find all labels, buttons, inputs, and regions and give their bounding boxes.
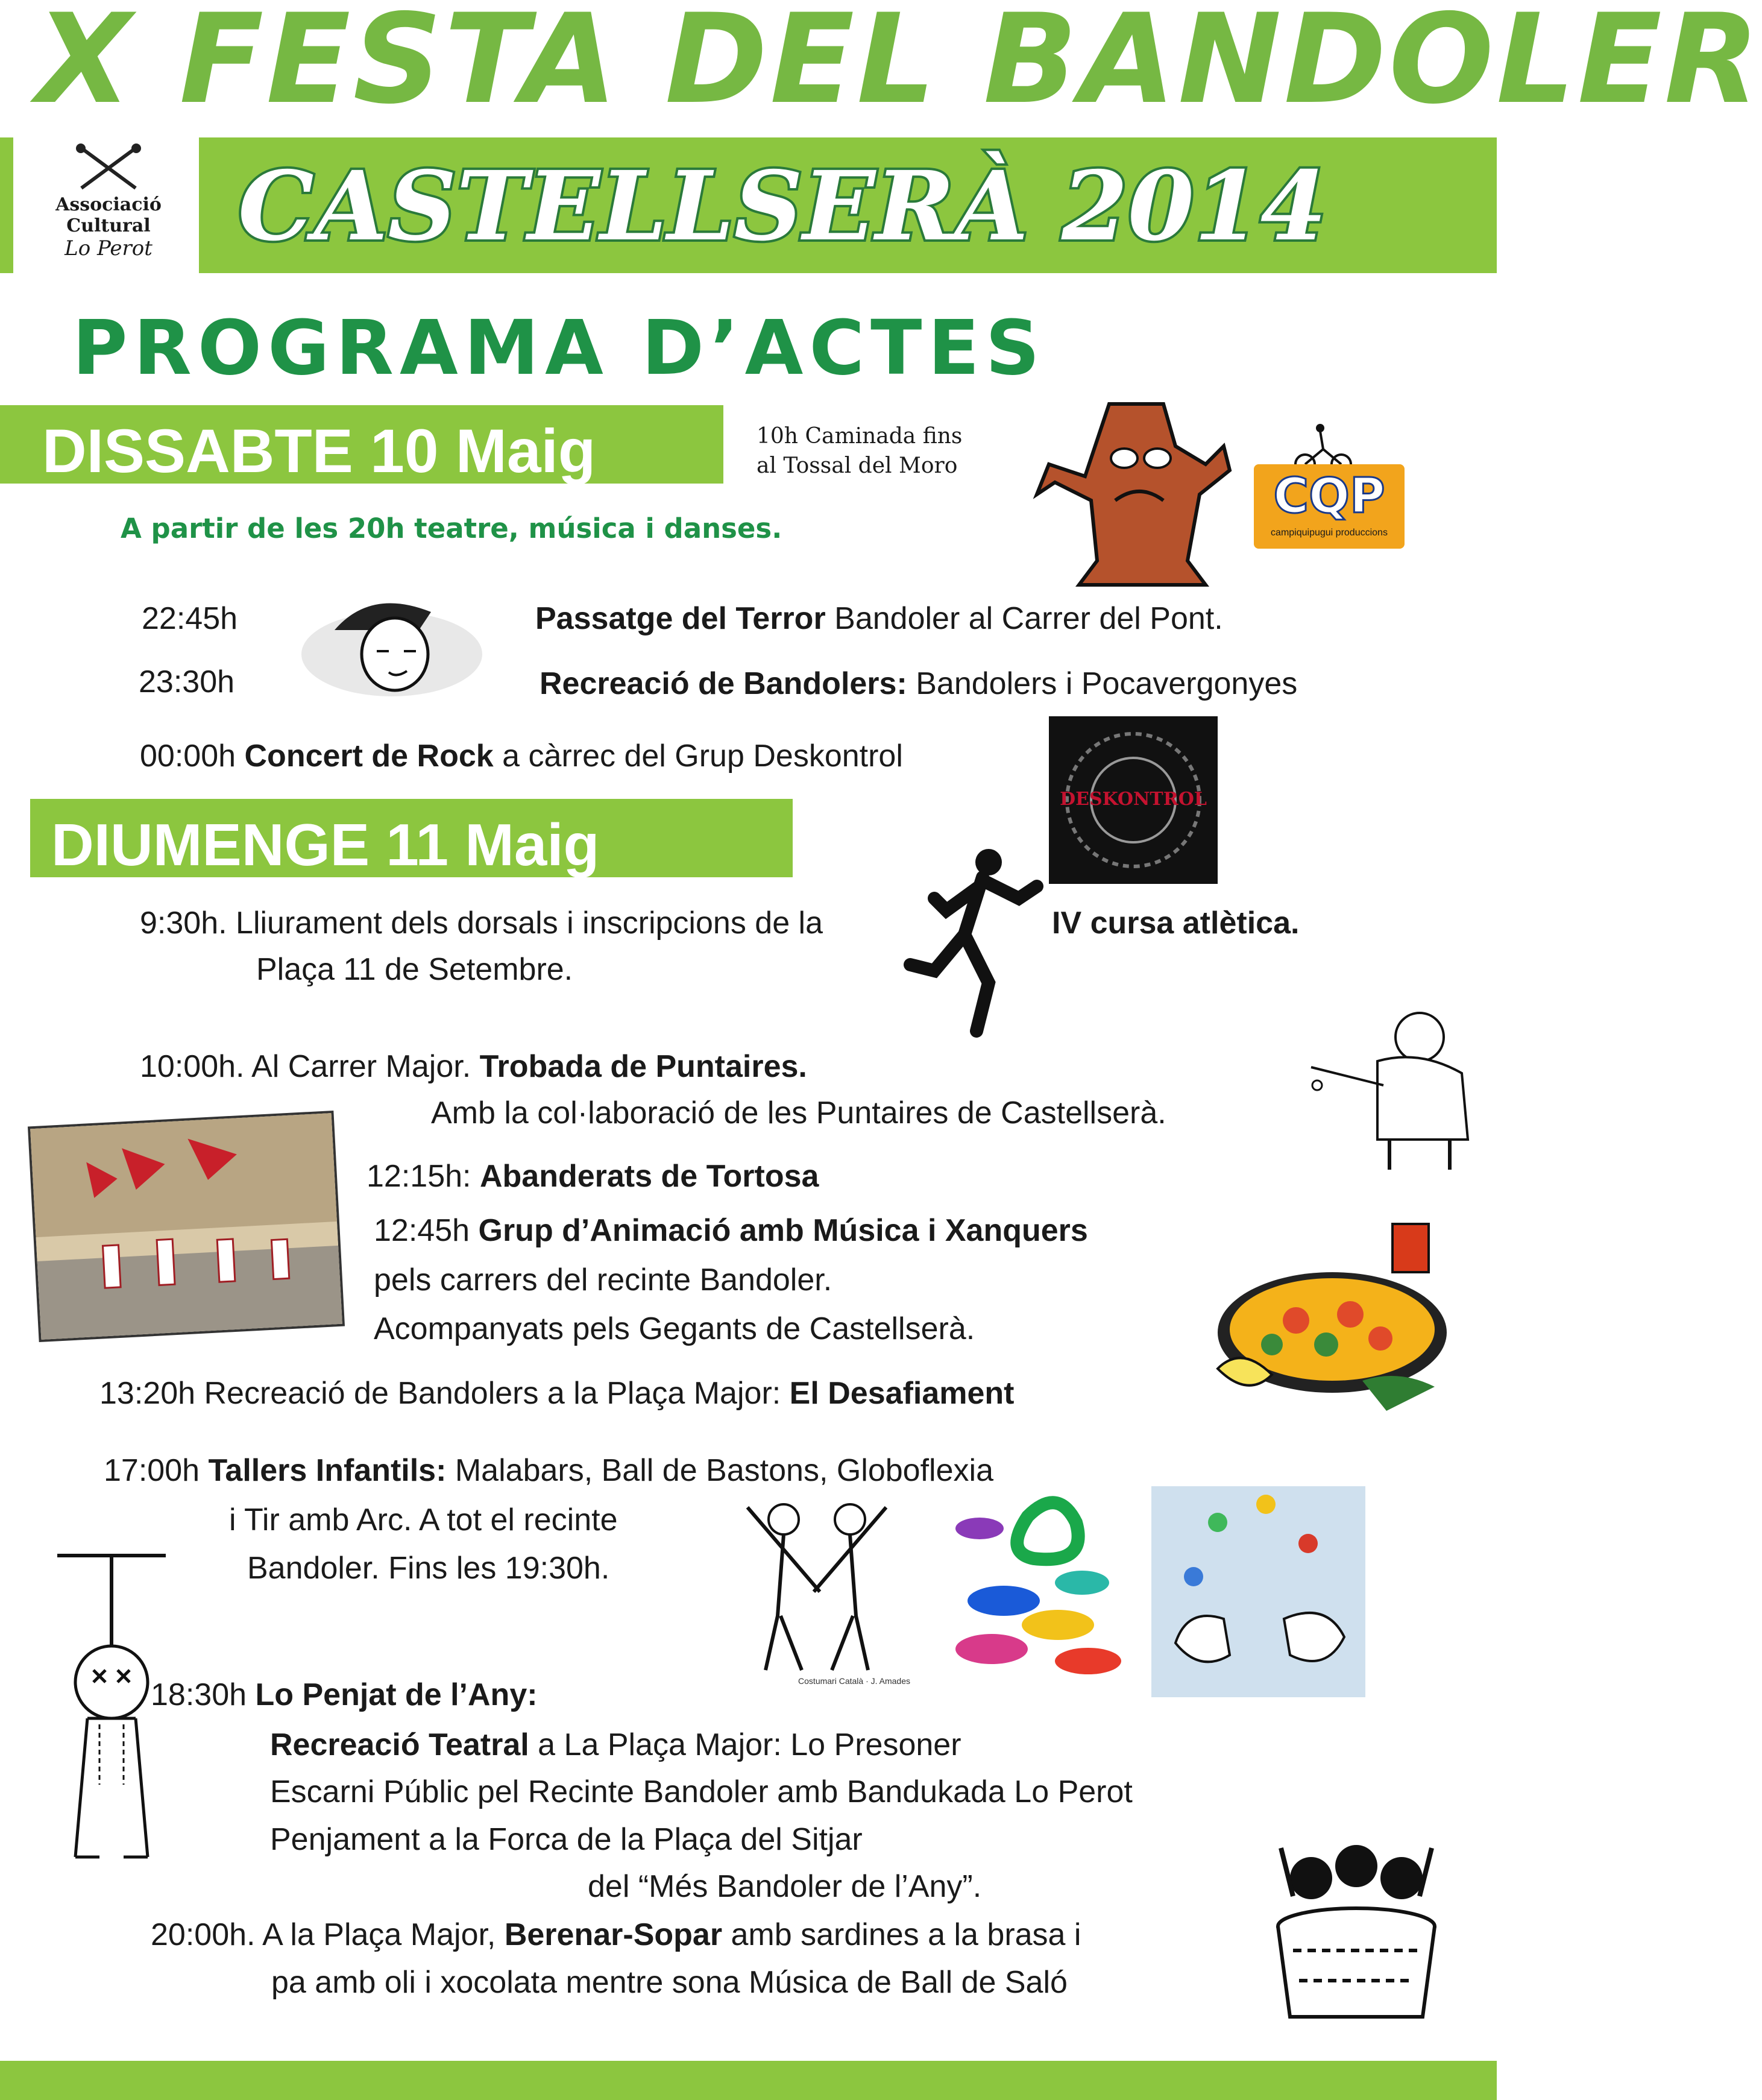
sun-event-3-title: Abanderats de Tortosa <box>479 1159 819 1194</box>
sun-event-8-title: Berenar-Sopar <box>504 1917 723 1952</box>
sun-event-8-rest: amb sardines a la brasa i <box>722 1917 1081 1952</box>
stick-dancers-caption: Costumari Català · J. Amades <box>798 1676 910 1686</box>
cqp-caption: campiquipugui produccions <box>1271 528 1388 538</box>
sun-event-4-line2: pels carrers del recinte Bandoler. <box>374 1263 832 1298</box>
sun-event-5-text: 13:20h Recreació de Bandolers a la Plaça Major: <box>99 1376 790 1411</box>
top-left-green-bar <box>0 137 13 273</box>
sun-event-6-text: 17:00h <box>104 1453 209 1488</box>
sun-event-6-title: Tallers Infantils: <box>208 1453 447 1488</box>
sun-event-1-title: IV cursa atlètica. <box>1052 906 1300 941</box>
sun-event-6-rest: Malabars, Ball de Bastons, Globoflexia <box>446 1453 993 1488</box>
bottom-green-bar <box>0 2061 1497 2100</box>
sun-event-8 <box>151 1919 1081 1950</box>
sun-event-7-line3: Escarni Públic pel Recinte Bandoler amb Bandukada Lo Perot <box>270 1774 1133 1809</box>
crossed-swords-icon <box>72 140 145 194</box>
sun-event-4 <box>374 1215 1088 1246</box>
sunday-heading <box>30 799 793 877</box>
sun-event-7-text: 18:30h <box>151 1677 256 1712</box>
cqp-box <box>1254 464 1405 549</box>
sun-event-1 <box>140 907 823 939</box>
walk-note <box>757 422 962 481</box>
walk-note-line1: 10h Caminada fins <box>757 424 963 449</box>
sun-event-2-text: 10:00h. Al Carrer Major. <box>140 1049 480 1084</box>
stick-dancers-illustration <box>723 1495 910 1697</box>
sun-event-7-title: Lo Penjat de l’Any: <box>255 1677 538 1712</box>
deskontrol-text: DESKONTROL <box>1060 789 1207 810</box>
association-line2: Cultural <box>66 215 151 236</box>
sun-event-6 <box>104 1455 993 1486</box>
sun-event-4-title: Grup d’Animació amb Música i Xanquers <box>478 1213 1088 1248</box>
walk-note-line2: al Tossal del Moro <box>757 453 958 478</box>
sun-event-7-line4: Penjament a la Forca de la Plaça del Sitjar <box>270 1822 863 1857</box>
sat-event-3 <box>140 740 903 772</box>
sun-event-8-text: 20:00h. A la Plaça Major, <box>151 1917 505 1952</box>
program-heading: PROGRAMA D’ACTES <box>72 304 1046 392</box>
sun-event-7-line2 <box>270 1729 961 1761</box>
juggling-illustration <box>1151 1486 1365 1697</box>
sat-event-3-time: 00:00h <box>140 739 245 774</box>
sun-event-7 <box>151 1679 538 1711</box>
sun-event-7-line5: del “Més Bandoler de l’Any”. <box>588 1869 982 1904</box>
sun-event-2-title: Trobada de Puntaires. <box>479 1049 807 1084</box>
sat-event-1-time: 22:45h <box>142 601 238 636</box>
balloon-animals-illustration <box>937 1492 1139 1691</box>
sun-event-5 <box>99 1378 1014 1409</box>
sun-event-1-text: 9:30h. Lliurament dels dorsals i inscripcions de la <box>140 906 823 941</box>
sun-event-4-line3: Acompanyats pels Gegants de Castellserà. <box>374 1311 975 1346</box>
sun-event-3-text: 12:15h: <box>367 1159 480 1194</box>
sun-event-1-line2: Plaça 11 de Setembre. <box>256 952 573 987</box>
tree-monster-illustration <box>1025 392 1254 591</box>
saturday-heading <box>0 405 723 484</box>
sat-event-1-rest: Bandoler al Carrer del Pont. <box>825 601 1223 636</box>
sat-event-1-title: Passatge del Terror <box>535 601 826 636</box>
sun-event-2-line2: Amb la col·laboració de les Puntaires de Castellserà. <box>431 1096 1166 1130</box>
bandit-portrait-illustration <box>292 594 491 699</box>
runner-illustration <box>898 844 1049 1043</box>
sat-event-3-title: Concert de Rock <box>244 739 494 774</box>
cqp-logo <box>1254 422 1405 549</box>
saturday-heading-text: DISSABTE 10 Maig <box>42 417 596 485</box>
drummers-illustration <box>1257 1842 1456 2026</box>
sat-event-3-rest: a càrrec del Grup Deskontrol <box>493 739 903 774</box>
association-line1: Associació <box>55 194 162 215</box>
sun-event-7-line2-title: Recreació Teatral <box>270 1727 529 1762</box>
association-logo <box>33 140 184 297</box>
lacemaker-illustration <box>1299 1001 1486 1176</box>
sat-event-2-title: Recreació de Bandolers: <box>540 666 907 701</box>
cqp-letters: CQP <box>1273 468 1385 524</box>
saturday-evening-note: A partir de les 20h teatre, música i danses. <box>121 512 782 544</box>
paella-illustration <box>1206 1218 1459 1417</box>
sun-event-4-text: 12:45h <box>374 1213 479 1248</box>
sat-event-2 <box>540 668 1297 699</box>
sun-event-6-line2: i Tir amb Arc. A tot el recinte <box>229 1502 618 1537</box>
flag-bearers-photo <box>28 1111 345 1342</box>
sat-event-2-rest: Bandolers i Pocavergonyes <box>907 666 1298 701</box>
sun-event-6-line3: Bandoler. Fins les 19:30h. <box>247 1551 610 1586</box>
association-line3: Lo Perot <box>65 236 153 260</box>
deskontrol-band-logo <box>1049 716 1218 884</box>
sat-event-1 <box>535 603 1223 634</box>
festival-title: X FESTA DEL BANDOLER <box>36 0 1762 131</box>
sun-event-8-line2: pa amb oli i xocolata mentre sona Música de Ball de Saló <box>271 1965 1068 2000</box>
town-year-subtitle: CASTELLSERÀ 2014 <box>238 151 1327 262</box>
sun-event-2 <box>140 1051 807 1082</box>
sun-event-7-line2-rest: a La Plaça Major: Lo Presoner <box>529 1727 961 1762</box>
sun-event-5-title: El Desafiament <box>789 1376 1015 1411</box>
sunday-heading-text: DIUMENGE 11 Maig <box>51 812 600 878</box>
sun-event-3 <box>367 1161 819 1192</box>
sat-event-2-time: 23:30h <box>139 664 235 699</box>
